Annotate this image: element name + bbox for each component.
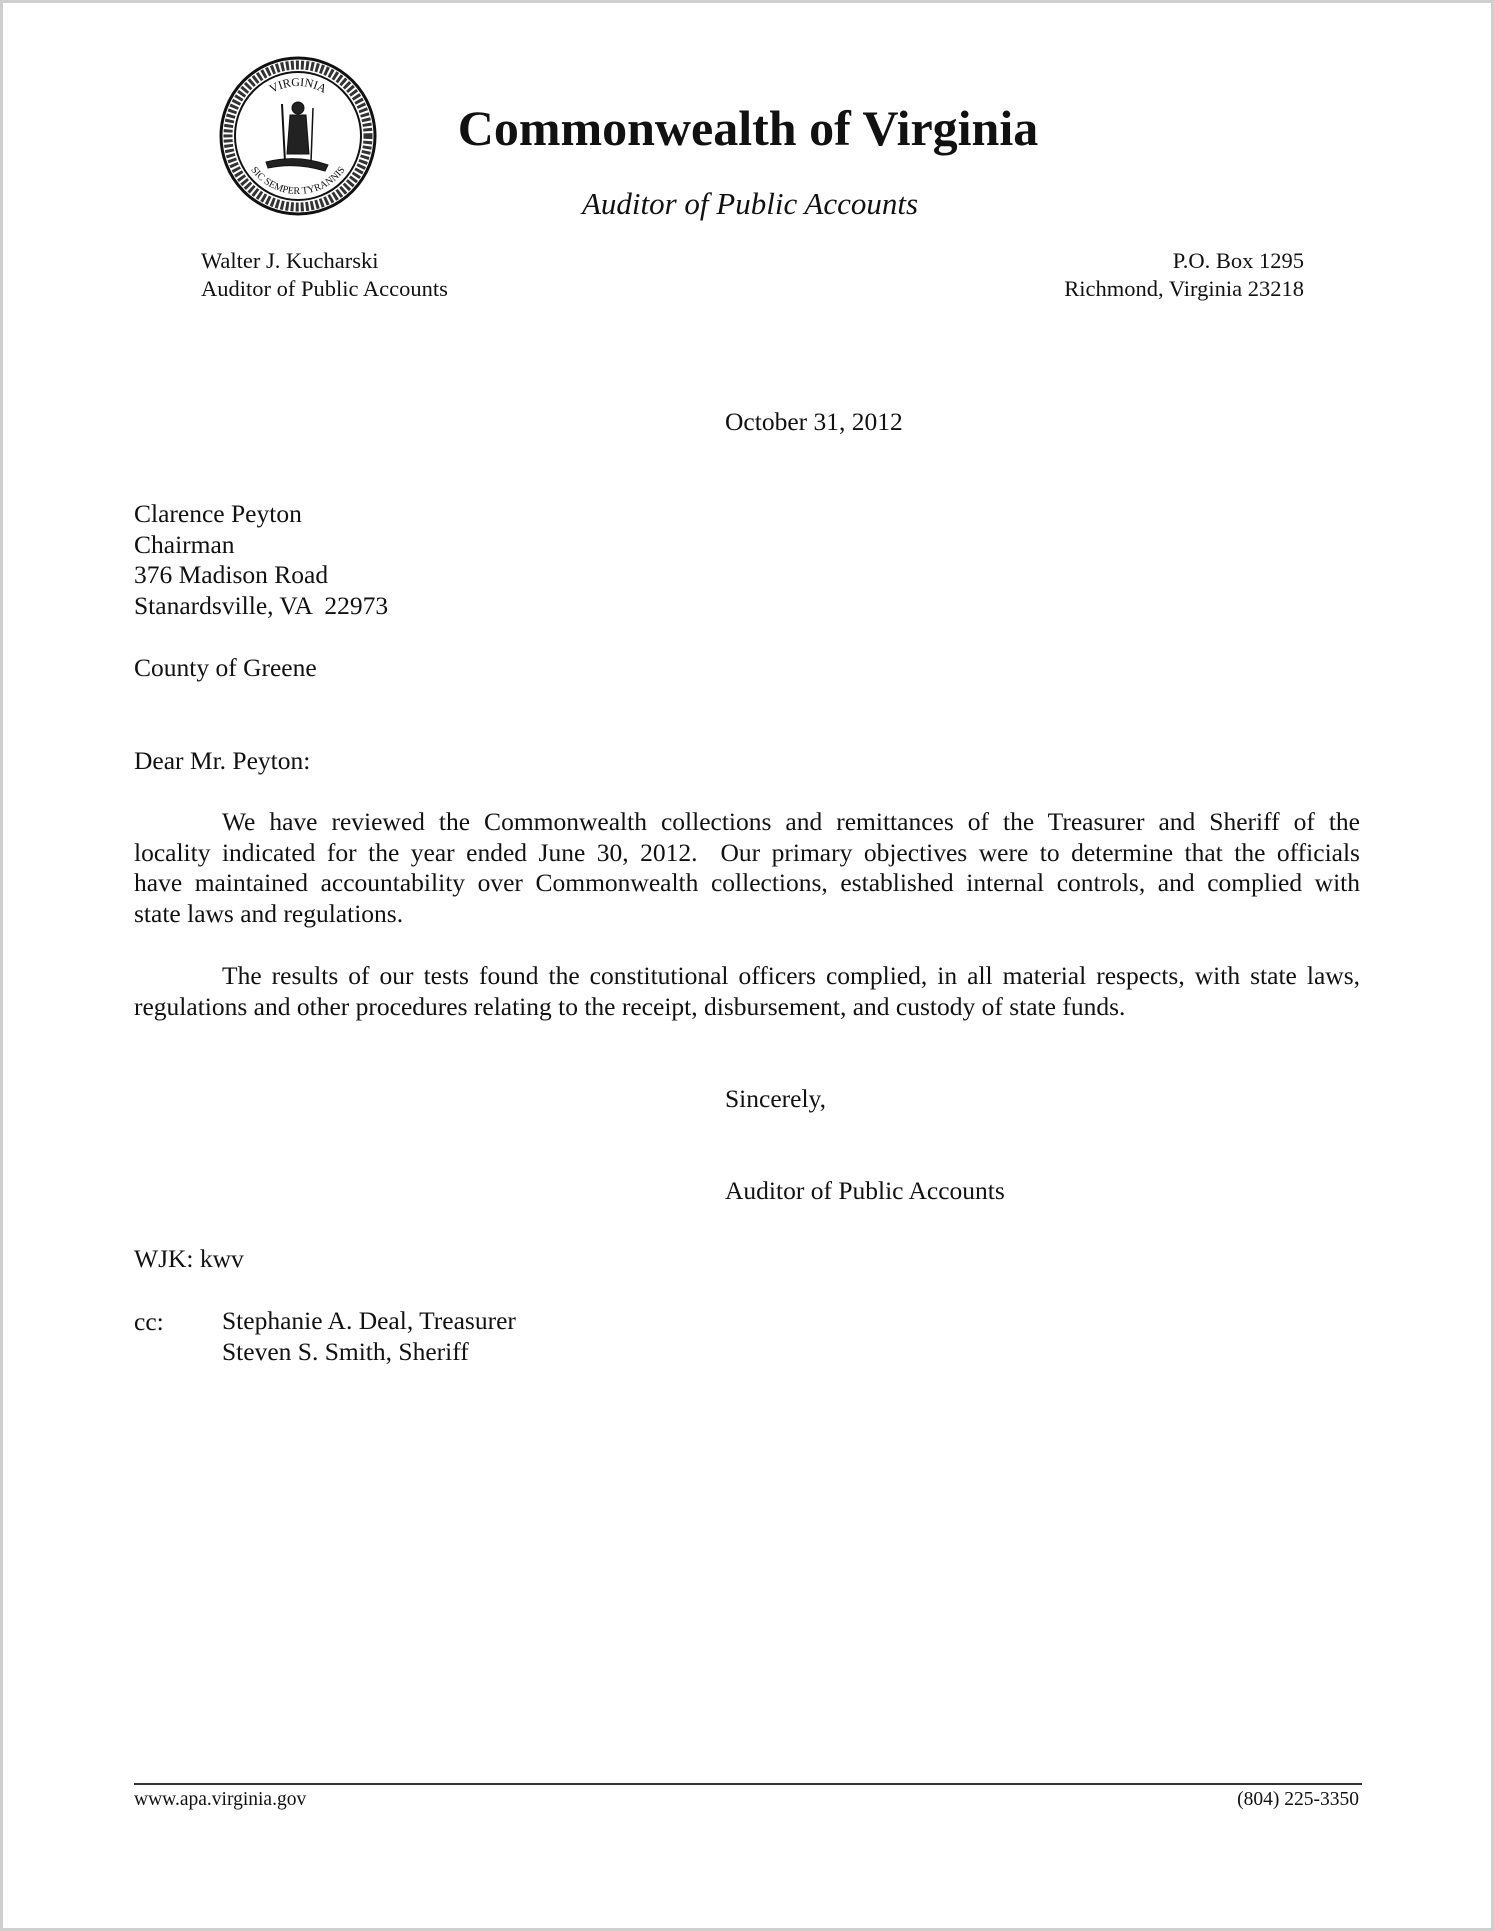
recipient-title: Chairman: [134, 529, 235, 559]
paragraph1-line: locality indicated for the year ended June 30, 2012. Our primary objectives were to determine that the officials: [134, 838, 1360, 867]
sender-name: Walter J. Kucharski: [201, 248, 379, 273]
letterhead-title: Commonwealth of Virginia: [457, 100, 1039, 156]
cc-label: cc:: [134, 1307, 164, 1336]
initials: WJK: kwv: [134, 1244, 244, 1273]
signature-title: Auditor of Public Accounts: [725, 1176, 1005, 1205]
sender-block: [201, 247, 448, 303]
cc-recipient: Stephanie A. Deal, Treasurer: [222, 1306, 516, 1335]
recipient-block: [134, 499, 388, 621]
closing: Sincerely,: [725, 1084, 827, 1113]
letterhead-subtitle: Auditor of Public Accounts: [581, 186, 919, 221]
paragraph2-line: regulations and other procedures relating to the receipt, disbursement, and custody of state funds.: [134, 992, 1126, 1021]
recipient-name: Clarence Peyton: [134, 499, 302, 528]
recipient-street: 376 Madison Road: [134, 560, 329, 589]
paragraph1-line: have maintained accountability over Commonwealth collections, established internal controls, and complied with: [134, 868, 1360, 897]
address-block: [1064, 247, 1304, 303]
cc-recipient: Steven S. Smith, Sheriff: [222, 1336, 469, 1366]
salutation: Dear Mr. Peyton:: [134, 746, 311, 775]
footer-divider: [134, 1783, 1362, 1785]
letter-date: October 31, 2012: [725, 407, 903, 436]
footer-phone: (804) 225-3350: [1237, 1789, 1359, 1810]
recipient-city: Stanardsville, VA 22973: [134, 590, 389, 620]
seal-bottom-text: SIC SEMPER TYRANNIS: [248, 164, 348, 198]
paragraph2-line: The results of our tests found the constitutional officers complied, in all material respects, with state laws,: [222, 961, 1360, 990]
seal-top-text: VIRGINIA: [267, 74, 329, 96]
locality: County of Greene: [134, 653, 317, 682]
po-box: P.O. Box 1295: [1172, 248, 1304, 273]
paragraph1-line: state laws and regulations.: [134, 899, 404, 928]
city-state-zip: Richmond, Virginia 23218: [1064, 276, 1304, 301]
paragraph1-line: We have reviewed the Commonwealth collections and remittances of the Treasurer and Sheriff of the: [222, 807, 1360, 836]
cc-list: [222, 1306, 516, 1367]
sender-title: Auditor of Public Accounts: [201, 276, 448, 301]
footer-website: www.apa.virginia.gov: [134, 1789, 307, 1810]
